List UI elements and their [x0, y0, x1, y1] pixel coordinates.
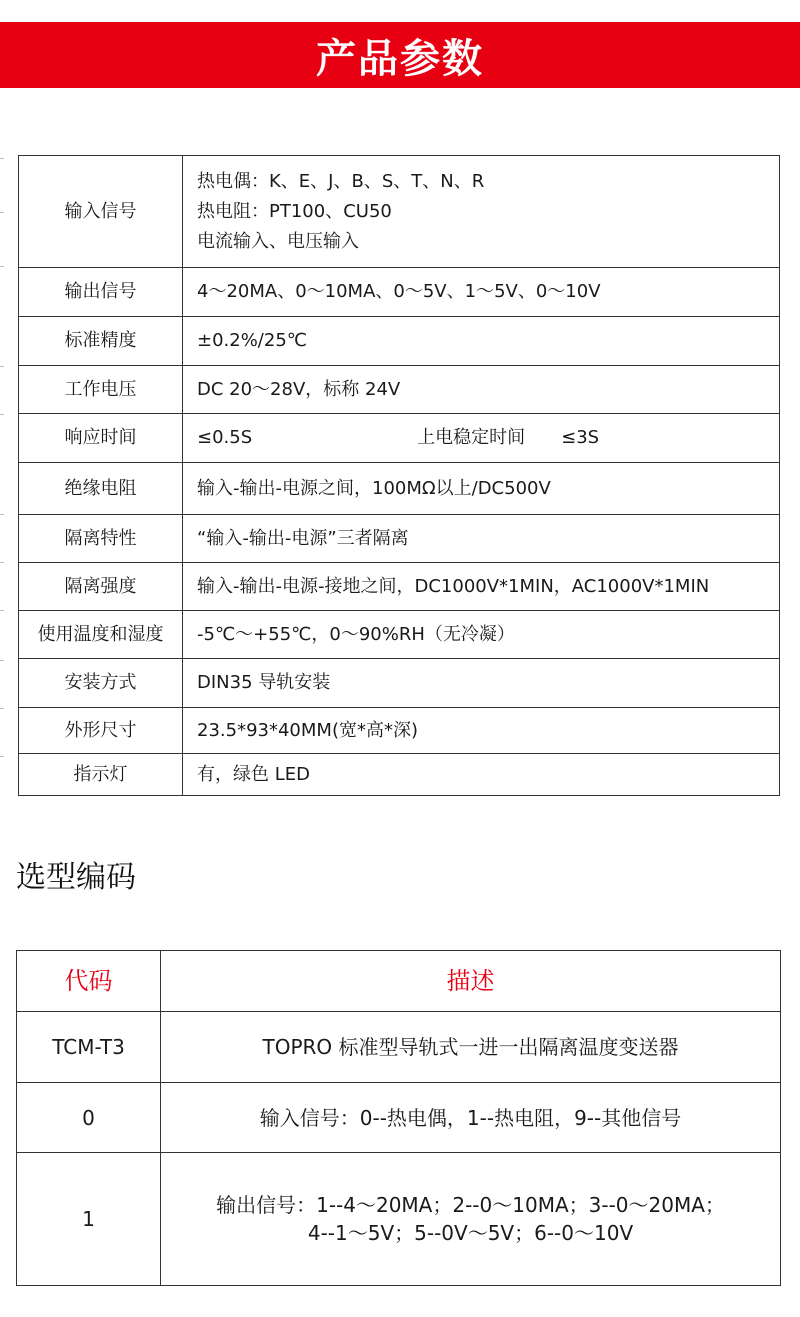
spec-value: “输入-输出-电源”三者隔离 — [183, 515, 780, 563]
spec-value — [183, 414, 780, 463]
table-row — [17, 1153, 781, 1286]
table-row — [17, 1012, 781, 1083]
spec-label: 安装方式 — [19, 659, 183, 708]
response-time-value: ≤0.5S — [197, 427, 253, 448]
spec-value: ±0.2%/25℃ — [183, 317, 780, 366]
code-cell: TCM-T3 — [17, 1012, 161, 1083]
title-banner — [0, 22, 800, 88]
spec-row — [19, 463, 780, 515]
spec-label: 响应时间 — [19, 414, 183, 463]
spec-row — [19, 268, 780, 317]
spec-value: 有，绿色 LED — [183, 754, 780, 796]
spec-value-line: 热电阻：PT100、CU50 — [197, 200, 392, 222]
column-header-description: 描述 — [161, 951, 781, 1012]
edge-tick — [0, 610, 4, 611]
power-on-stable-time: 上电稳定时间 ≤3S — [417, 427, 600, 448]
edge-tick — [0, 212, 4, 213]
page-title: 产品参数 — [316, 35, 484, 82]
spec-label: 隔离特性 — [19, 515, 183, 563]
section-title: 选型编码 — [16, 860, 136, 895]
edge-tick — [0, 562, 4, 563]
table-row — [17, 1083, 781, 1153]
edge-tick — [0, 366, 4, 367]
spec-value: 4～20MA、0～10MA、0～5V、1～5V、0～10V — [183, 268, 780, 317]
spec-value: 输入-输出-电源-接地之间，DC1000V*1MIN，AC1000V*1MIN — [183, 563, 780, 611]
edge-tick — [0, 660, 4, 661]
spec-row — [19, 414, 780, 463]
spec-value-line: 热电偶：K、E、J、B、S、T、N、R — [197, 170, 485, 192]
spec-row — [19, 563, 780, 611]
edge-tick — [0, 756, 4, 757]
description-cell — [161, 1153, 781, 1286]
spec-label: 标准精度 — [19, 317, 183, 366]
spec-label: 指示灯 — [19, 754, 183, 796]
spec-row — [19, 659, 780, 708]
spec-label: 输出信号 — [19, 268, 183, 317]
edge-tick — [0, 514, 4, 515]
spec-label: 绝缘电阻 — [19, 463, 183, 515]
spec-row — [19, 156, 780, 268]
spec-row — [19, 317, 780, 366]
spec-label: 工作电压 — [19, 366, 183, 414]
description-line: 输出信号：1--4～20MA；2--0～10MA；3--0～20MA； — [216, 1193, 725, 1217]
spec-value: DIN35 导轨安装 — [183, 659, 780, 708]
column-header-code: 代码 — [17, 951, 161, 1012]
spec-row — [19, 754, 780, 796]
edge-tick — [0, 414, 4, 415]
spec-value-line: 电流输入、电压输入 — [197, 230, 359, 252]
spec-row — [19, 708, 780, 754]
description-cell: TOPRO 标准型导轨式一进一出隔离温度变送器 — [161, 1012, 781, 1083]
edge-tick — [0, 266, 4, 267]
spec-table — [18, 155, 780, 796]
spec-label: 外形尺寸 — [19, 708, 183, 754]
spec-value — [183, 156, 780, 268]
spec-label: 隔离强度 — [19, 563, 183, 611]
spec-value: 输入-输出-电源之间，100MΩ以上/DC500V — [183, 463, 780, 515]
spec-label: 输入信号 — [19, 156, 183, 268]
edge-tick — [0, 708, 4, 709]
description-cell: 输入信号：0--热电偶，1--热电阻，9--其他信号 — [161, 1083, 781, 1153]
spec-row — [19, 515, 780, 563]
table-header-row — [17, 951, 781, 1012]
spec-value: 23.5*93*40MM(宽*高*深) — [183, 708, 780, 754]
spec-label: 使用温度和湿度 — [19, 611, 183, 659]
edge-tick — [0, 158, 4, 159]
code-cell: 1 — [17, 1153, 161, 1286]
spec-row — [19, 611, 780, 659]
model-code-table — [16, 950, 781, 1286]
spec-value: DC 20～28V，标称 24V — [183, 366, 780, 414]
code-cell: 0 — [17, 1083, 161, 1153]
spec-value: -5℃～+55℃，0～90%RH（无冷凝） — [183, 611, 780, 659]
description-line: 4--1～5V；5--0V～5V；6--0～10V — [307, 1221, 634, 1245]
spec-row — [19, 366, 780, 414]
